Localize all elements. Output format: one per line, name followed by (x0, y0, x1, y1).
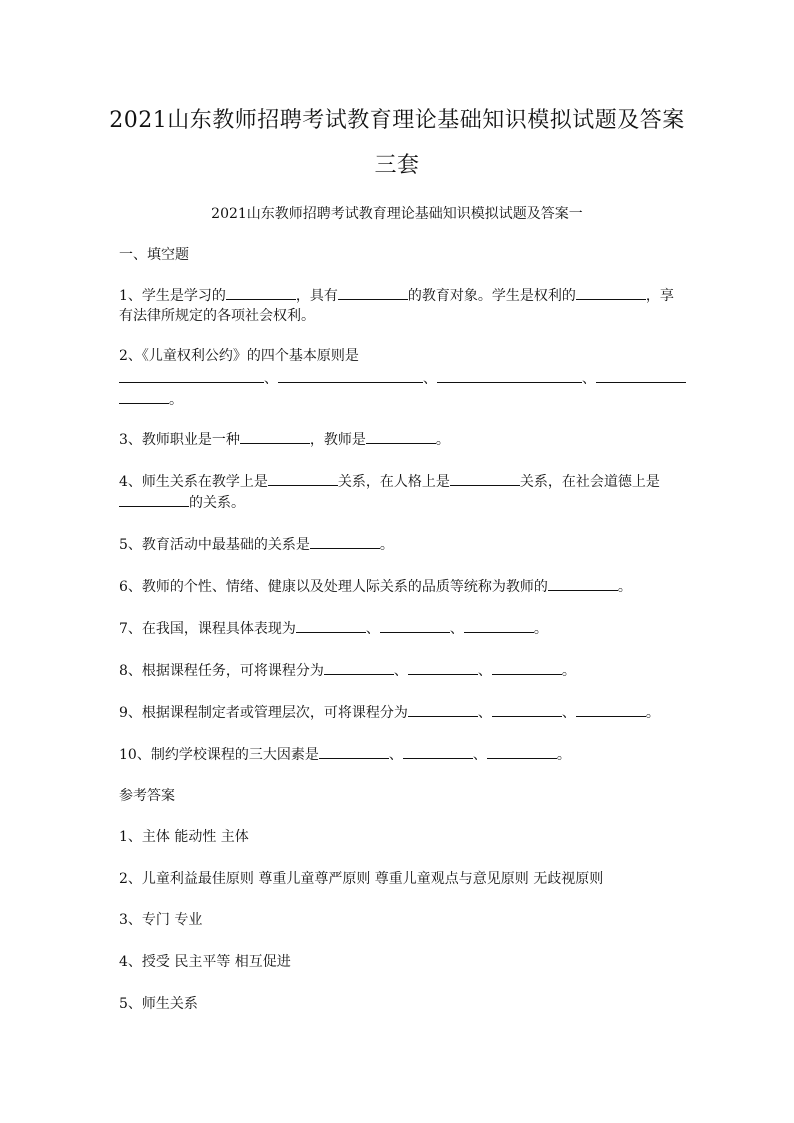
answer-blank (403, 744, 473, 759)
separator: 、 (423, 371, 437, 387)
answer-item: 1、主体 能动性 主体 (119, 829, 249, 845)
question-1-text-a: 1、学生是学习的 (119, 288, 226, 304)
answer-blank (310, 534, 380, 549)
separator: 、 (449, 621, 464, 637)
answer-blank (464, 618, 534, 633)
question-5-end: 。 (379, 537, 394, 553)
answer-blank (487, 744, 557, 759)
question-6 (119, 576, 632, 597)
question-4-text-a: 4、师生关系在教学上是 (119, 474, 268, 490)
question-7-text-a: 7、在我国，课程具体表现为 (119, 621, 296, 637)
question-1-text-b: ，具有 (295, 288, 338, 304)
question-4-text-d: 的关系。 (189, 495, 245, 511)
answer-blank (366, 429, 436, 444)
question-1-text-d: ，享 (645, 288, 674, 304)
answer-blank (240, 429, 310, 444)
question-8 (119, 660, 576, 681)
separator: 、 (365, 621, 380, 637)
question-4-text-c: 关系，在社会道德上是 (519, 474, 660, 490)
answer-blank (450, 471, 520, 486)
question-4-line-2 (119, 492, 245, 513)
question-2-line-3 (119, 389, 183, 410)
answer-blank (408, 660, 478, 675)
question-5 (119, 534, 394, 555)
question-2-line-2 (119, 368, 686, 389)
document-title-line-1: 2021山东教师招聘考试教育理论基础知识模拟试题及答案 (109, 108, 685, 133)
question-3-end: 。 (435, 432, 450, 448)
separator: 、 (393, 663, 408, 679)
question-1-line-2: 有法律所规定的各项社会权利。 (119, 308, 315, 324)
question-3-text-b: ，教师是 (309, 432, 366, 448)
separator: 、 (264, 371, 278, 387)
separator: 、 (477, 663, 492, 679)
question-8-text-a: 8、根据课程任务，可将课程分为 (119, 663, 324, 679)
question-2-line-1: 2、《儿童权利公约》的四个基本原则是 (119, 348, 359, 364)
question-10-text-a: 10、制约学校课程的三大因素是 (119, 747, 319, 763)
document-subtitle: 2021山东教师招聘考试教育理论基础知识模拟试题及答案一 (211, 206, 583, 222)
answer-blank (492, 660, 562, 675)
separator: 、 (477, 705, 492, 721)
question-3-text-a: 3、教师职业是一种 (119, 432, 240, 448)
question-4-text-b: 关系，在人格上是 (337, 474, 450, 490)
answer-blank (492, 702, 562, 717)
answer-blank (576, 702, 646, 717)
question-9-text-a: 9、根据课程制定者或管理层次，可将课程分为 (119, 705, 408, 721)
question-10 (119, 744, 571, 765)
separator: 、 (472, 747, 487, 763)
answer-blank (278, 368, 423, 383)
answer-item: 3、专门 专业 (119, 912, 203, 928)
answer-blank (437, 368, 582, 383)
answer-blank (296, 618, 366, 633)
separator: 、 (388, 747, 403, 763)
question-2-end: 。 (169, 392, 183, 408)
answer-item: 4、授受 民主平等 相互促进 (119, 954, 291, 970)
question-7 (119, 618, 548, 639)
question-1-line-1 (119, 285, 674, 306)
separator: 、 (561, 705, 576, 721)
question-7-end: 。 (533, 621, 548, 637)
answer-blank (596, 368, 686, 383)
answer-blank (319, 744, 389, 759)
answers-heading: 参考答案 (119, 788, 175, 804)
question-4-line-1 (119, 471, 660, 492)
answer-blank (408, 702, 478, 717)
question-9-end: 。 (645, 705, 660, 721)
question-10-end: 。 (556, 747, 571, 763)
question-1-text-c: 的教育对象。学生是权利的 (407, 288, 576, 304)
answer-blank (324, 660, 394, 675)
answer-item: 5、师生关系 (119, 996, 198, 1012)
answer-blank (576, 285, 646, 300)
answer-blank (268, 471, 338, 486)
section-heading-fill-in: 一、填空题 (119, 247, 189, 263)
answer-blank (380, 618, 450, 633)
question-6-end: 。 (617, 579, 632, 595)
question-8-end: 。 (561, 663, 576, 679)
question-9 (119, 702, 660, 723)
answer-blank (226, 285, 296, 300)
answer-item: 2、儿童利益最佳原则 尊重儿童尊严原则 尊重儿童观点与意见原则 无歧视原则 (119, 871, 604, 887)
separator: 、 (582, 371, 596, 387)
answer-blank (119, 492, 189, 507)
question-3 (119, 429, 450, 450)
question-6-text-a: 6、教师的个性、情绪、健康以及处理人际关系的品质等统称为教师的 (119, 579, 548, 595)
answer-blank (548, 576, 618, 591)
answer-blank (338, 285, 408, 300)
answer-blank (119, 389, 169, 404)
document-title-line-2: 三套 (374, 153, 420, 178)
question-5-text-a: 5、教育活动中最基础的关系是 (119, 537, 310, 553)
answer-blank (119, 368, 264, 383)
